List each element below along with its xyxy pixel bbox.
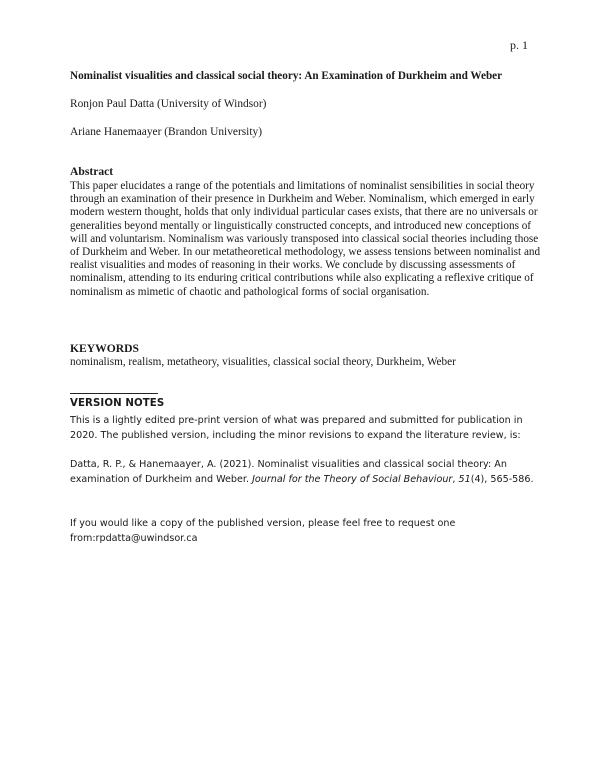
keywords-heading: KEYWORDS — [70, 342, 139, 355]
page-number: p. 1 — [510, 38, 528, 52]
author-2: Ariane Hanemaayer (Brandon University) — [70, 126, 262, 138]
citation-volume: 51 — [458, 474, 471, 485]
version-notes-heading: VERSION NOTES — [70, 398, 165, 409]
section-divider — [70, 393, 158, 394]
author-1: Ronjon Paul Datta (University of Windsor) — [70, 98, 267, 110]
citation — [70, 457, 540, 487]
abstract-text: This paper elucidates a range of the potentials and limitations of nominalist sensibilities in social theory through an examination of their presence in Durkheim and Weber. Nominalism, which emerged in early modern western thought, holds that only individual particular cases exists, that there are no universals or generalities beyond mentally or linguistically constructed concepts, and introduced new conceptions of will and voluntarism. Nominalism was variously transposed into classical social theories including those of Durkheim and Weber. In our metatheoretical methodology, we assess tensions between nominalist and realist visualities and modes of reasoning in their works. We conclude by discussing assessments of nominalism, attending to its enduring critical contributions while also explicating a reflexive critique of nominalism as mimetic of chaotic and pathological forms of social organisation. — [70, 180, 541, 298]
citation-journal: Journal for the Theory of Social Behaviour — [252, 474, 453, 485]
citation-sep: , — [452, 474, 459, 485]
paper-title: Nominalist visualities and classical social theory: An Examination of Durkheim and Weber — [70, 70, 503, 82]
abstract-heading: Abstract — [70, 165, 114, 178]
version-notes-text: This is a lightly edited pre-print version of what was prepared and submitted for publication in 2020. The published version, including the minor revisions to expand the literature review, is: — [70, 415, 523, 441]
contact-text: If you would like a copy of the published version, please feel free to request one — [70, 518, 456, 529]
contact-email: from:rpdatta@uwindsor.ca — [70, 533, 198, 544]
contact-note — [70, 516, 540, 546]
citation-issue-pages: (4), 565-586. — [470, 474, 534, 485]
citation-authors-title: Datta, R. P., & Hanemaayer, A. (2021). Nominalist visualities and classical social theory: An examination of Durkheim and Weber. — [70, 459, 507, 485]
keywords-text: nominalism, realism, metatheory, visualities, classical social theory, Durkheim, Weber — [70, 356, 456, 368]
